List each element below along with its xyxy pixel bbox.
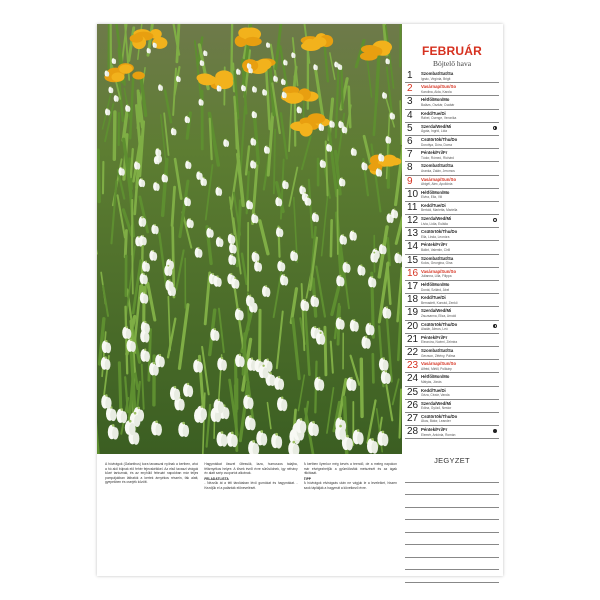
name-days: Bertold, Marietta, Mariella xyxy=(421,208,458,213)
day-name: Csütörtök/Thu/Do xyxy=(421,136,458,142)
day-name: Szombat/Sat/Sa xyxy=(421,255,454,261)
day-number: 16 xyxy=(407,267,419,279)
name-days: Géza, Cézár, Vanda xyxy=(421,393,450,398)
article-paragraph: A hóvirágok (Galanthus) kora tavasszal nyílnak a kertben, ahol a hó alól bújnak elő fehér fejecskéikkel. Az első tavaszi virágok közé tartoznak, és az enyhülő februári napokban már teljes pompájukban láthatók a kertek árnyékos részein, fák alatt, gyepekben és cserjék között. xyxy=(105,462,199,485)
day-name: Péntek/Fri/Fr xyxy=(421,427,448,433)
day-number: 5 xyxy=(407,122,413,134)
article-paragraph: A hóvirágok elvirágzás után ne vágjuk le a leveleiket, hiszen azok táplálják a hagymát a következő évre. xyxy=(303,481,397,490)
calendar-day xyxy=(405,321,499,334)
day-number: 14 xyxy=(407,241,419,253)
day-name: Csütörtök/Thu/Do xyxy=(421,413,458,419)
day-number: 17 xyxy=(407,281,419,292)
moon-phase-icon xyxy=(493,218,497,222)
name-days: Tódor, Rómeó, Richárd xyxy=(421,155,454,160)
article-text xyxy=(105,462,397,570)
calendar-day xyxy=(405,334,499,347)
day-name: Vasárnap/Sun/So xyxy=(421,268,457,274)
day-number: 26 xyxy=(407,399,419,411)
calendar-day xyxy=(405,202,499,215)
notes-lines xyxy=(405,470,499,583)
day-number: 9 xyxy=(407,175,413,187)
calendar-day xyxy=(405,347,499,360)
note-line xyxy=(405,570,499,583)
day-name: Kedd/Tue/Di xyxy=(421,202,446,208)
day-number: 19 xyxy=(407,307,419,319)
day-number: 22 xyxy=(407,346,419,358)
calendar-day xyxy=(405,136,499,149)
name-days: Alfréd, Mirtill, Polikárp xyxy=(421,366,452,371)
day-name: Szerda/Wed/Mi xyxy=(421,400,452,406)
calendar-page xyxy=(97,24,503,576)
name-days: Abigél, Alex, Apollónia xyxy=(421,182,453,187)
name-days: Karolina, Aida, Karola xyxy=(421,89,452,94)
article-column-2 xyxy=(204,462,297,570)
calendar-day xyxy=(405,149,499,162)
day-number: 8 xyxy=(407,162,413,174)
article-heading: TIPP xyxy=(303,476,311,481)
name-days: Elvira, Ella, Vili xyxy=(421,195,443,200)
day-name: Szombat/Sat/Sa xyxy=(421,163,454,169)
day-name: Vasárnap/Sun/So xyxy=(421,176,457,182)
calendar-day xyxy=(405,400,499,413)
day-name: Vasárnap/Sun/So xyxy=(421,361,457,367)
name-days: Ignác, Virgínia, Brigit xyxy=(421,76,451,81)
month-title: FEBRUÁR xyxy=(421,44,483,58)
calendar-day xyxy=(405,294,499,307)
day-name: Kedd/Tue/Di xyxy=(421,387,446,393)
note-line xyxy=(405,508,499,521)
calendar-day xyxy=(405,281,499,294)
article-column-1 xyxy=(105,462,198,570)
name-days: Dorottya, Dóra, Doma xyxy=(421,142,453,147)
name-days: Ella, Linda, Leonóra xyxy=(421,234,450,239)
day-name: Vasárnap/Sun/So xyxy=(421,84,457,90)
calendar-day xyxy=(405,70,499,83)
day-number: 2 xyxy=(407,83,413,95)
note-line xyxy=(405,483,499,496)
article-paragraph: Hagymáikat ősszel ültessük, laza, humuszos talajba, félárnyékos helyre. A tövek évről évre sűrűsödnek, így néhány év alatt szép csoportot alkotnak. xyxy=(204,462,298,476)
moon-phase-icon xyxy=(493,429,497,433)
calendar-day xyxy=(405,387,499,400)
day-number: 27 xyxy=(407,412,419,424)
calendar-day xyxy=(405,413,499,426)
calendar-day xyxy=(405,215,499,228)
note-line xyxy=(405,533,499,546)
day-number: 23 xyxy=(407,360,419,372)
note-line xyxy=(405,495,499,508)
moon-phase-icon xyxy=(493,126,497,130)
day-list xyxy=(405,70,499,439)
day-name: Szombat/Sat/Sa xyxy=(421,347,454,353)
day-name: Hétfő/Mon/Mo xyxy=(421,97,450,103)
name-days: Lívia, Lídia, Eulália xyxy=(421,221,448,226)
notes-heading: JEGYZET xyxy=(434,456,470,465)
name-days: Ákos, Bátor, Leander xyxy=(421,419,451,424)
day-name: Péntek/Fri/Fr xyxy=(421,150,448,156)
name-days: Mátyás, Jónás xyxy=(421,379,442,384)
calendar-day xyxy=(405,176,499,189)
name-days: Zsuzsanna, Eliza, Arnold xyxy=(421,313,457,318)
article-heading: FELADATLISTA xyxy=(204,476,229,481)
name-days: Eleonóra, Noémi, Zelmira xyxy=(421,340,458,345)
note-line xyxy=(405,470,499,483)
article-paragraph: A kertben ilyenkor még kevés a teendő, de a meleg napokon már elvégezhetjük a gyümölcsfák metszését és az ágak ritkítását. xyxy=(303,462,397,476)
calendar-day xyxy=(405,228,499,241)
day-number: 20 xyxy=(407,320,419,332)
day-number: 25 xyxy=(407,386,419,398)
day-name: Szombat/Sat/Sa xyxy=(421,71,454,76)
day-number: 28 xyxy=(407,426,419,438)
day-name: Hétfő/Mon/Mo xyxy=(421,282,450,287)
day-name: Kedd/Tue/Di xyxy=(421,110,446,116)
day-name: Péntek/Fri/Fr xyxy=(421,242,448,248)
day-number: 10 xyxy=(407,188,419,200)
day-number: 3 xyxy=(407,96,413,108)
snowdrop-illustration xyxy=(97,24,402,454)
note-line xyxy=(405,558,499,571)
name-days: Elemér, Antónia, Román xyxy=(421,432,456,437)
day-name: Szerda/Wed/Mi xyxy=(421,216,452,222)
name-days: Julianna, Lilla, Filippa xyxy=(421,274,452,279)
name-days: Balázs, Oszkár, Csabár xyxy=(421,102,455,107)
day-name: Szerda/Wed/Mi xyxy=(421,123,452,129)
day-number: 4 xyxy=(407,109,413,121)
calendar-day xyxy=(405,123,499,136)
calendar-day xyxy=(405,96,499,109)
calendar-day xyxy=(405,307,499,320)
calendar-day xyxy=(405,110,499,123)
name-days: Kolos, Georgina, Gina xyxy=(421,261,453,266)
day-number: 21 xyxy=(407,333,419,345)
snowdrop-photo xyxy=(97,24,402,454)
article-paragraph: - Nézzük át a téli tárolásban lévő gumókat és hagymákat. - Kezdjük el a palánták előnevelését. xyxy=(204,481,298,490)
name-days: Ágota, Ingrid, Lída xyxy=(421,129,448,134)
day-name: Szerda/Wed/Mi xyxy=(421,308,452,314)
note-line xyxy=(405,545,499,558)
name-days: Bálint, Valentin, Cirill xyxy=(421,248,450,253)
day-number: 1 xyxy=(407,70,413,81)
note-line xyxy=(405,520,499,533)
day-number: 11 xyxy=(407,201,418,213)
day-number: 24 xyxy=(407,373,419,385)
name-days: Edina, Győző, Nestor xyxy=(421,406,452,411)
calendar-column xyxy=(405,24,499,576)
day-name: Kedd/Tue/Di xyxy=(421,295,446,301)
calendar-day xyxy=(405,83,499,96)
day-name: Hétfő/Mon/Mo xyxy=(421,374,450,380)
name-days: Aladár, Álmos, Leó xyxy=(421,327,448,332)
day-name: Péntek/Fri/Fr xyxy=(421,334,448,340)
name-days: Gerzson, Zétény, Pálma xyxy=(421,353,456,358)
calendar-day xyxy=(405,360,499,373)
moon-phase-icon xyxy=(493,324,497,328)
day-number: 12 xyxy=(407,215,419,227)
day-number: 15 xyxy=(407,254,419,266)
name-days: Bernadett, Konrád, Zenkő xyxy=(421,300,458,305)
day-name: Csütörtök/Thu/Do xyxy=(421,321,458,327)
calendar-day xyxy=(405,373,499,386)
day-number: 7 xyxy=(407,149,413,161)
day-name: Hétfő/Mon/Mo xyxy=(421,189,450,195)
calendar-day xyxy=(405,189,499,202)
article-column-3 xyxy=(304,462,397,570)
day-number: 6 xyxy=(407,135,413,147)
calendar-day xyxy=(405,426,499,439)
name-days: Aranka, Zalán, Jeromos xyxy=(421,168,455,173)
day-name: Csütörtök/Thu/Do xyxy=(421,229,458,235)
calendar-day xyxy=(405,268,499,281)
day-number: 13 xyxy=(407,228,419,240)
calendar-day xyxy=(405,255,499,268)
calendar-day xyxy=(405,241,499,254)
day-number: 18 xyxy=(407,294,419,306)
name-days: Donát, Szilárd, Ábel xyxy=(421,287,450,292)
name-days: Ráhel, Csenge, Veronika xyxy=(421,116,457,121)
month-subtitle: Böjtelő hava xyxy=(432,59,472,68)
calendar-day xyxy=(405,162,499,175)
